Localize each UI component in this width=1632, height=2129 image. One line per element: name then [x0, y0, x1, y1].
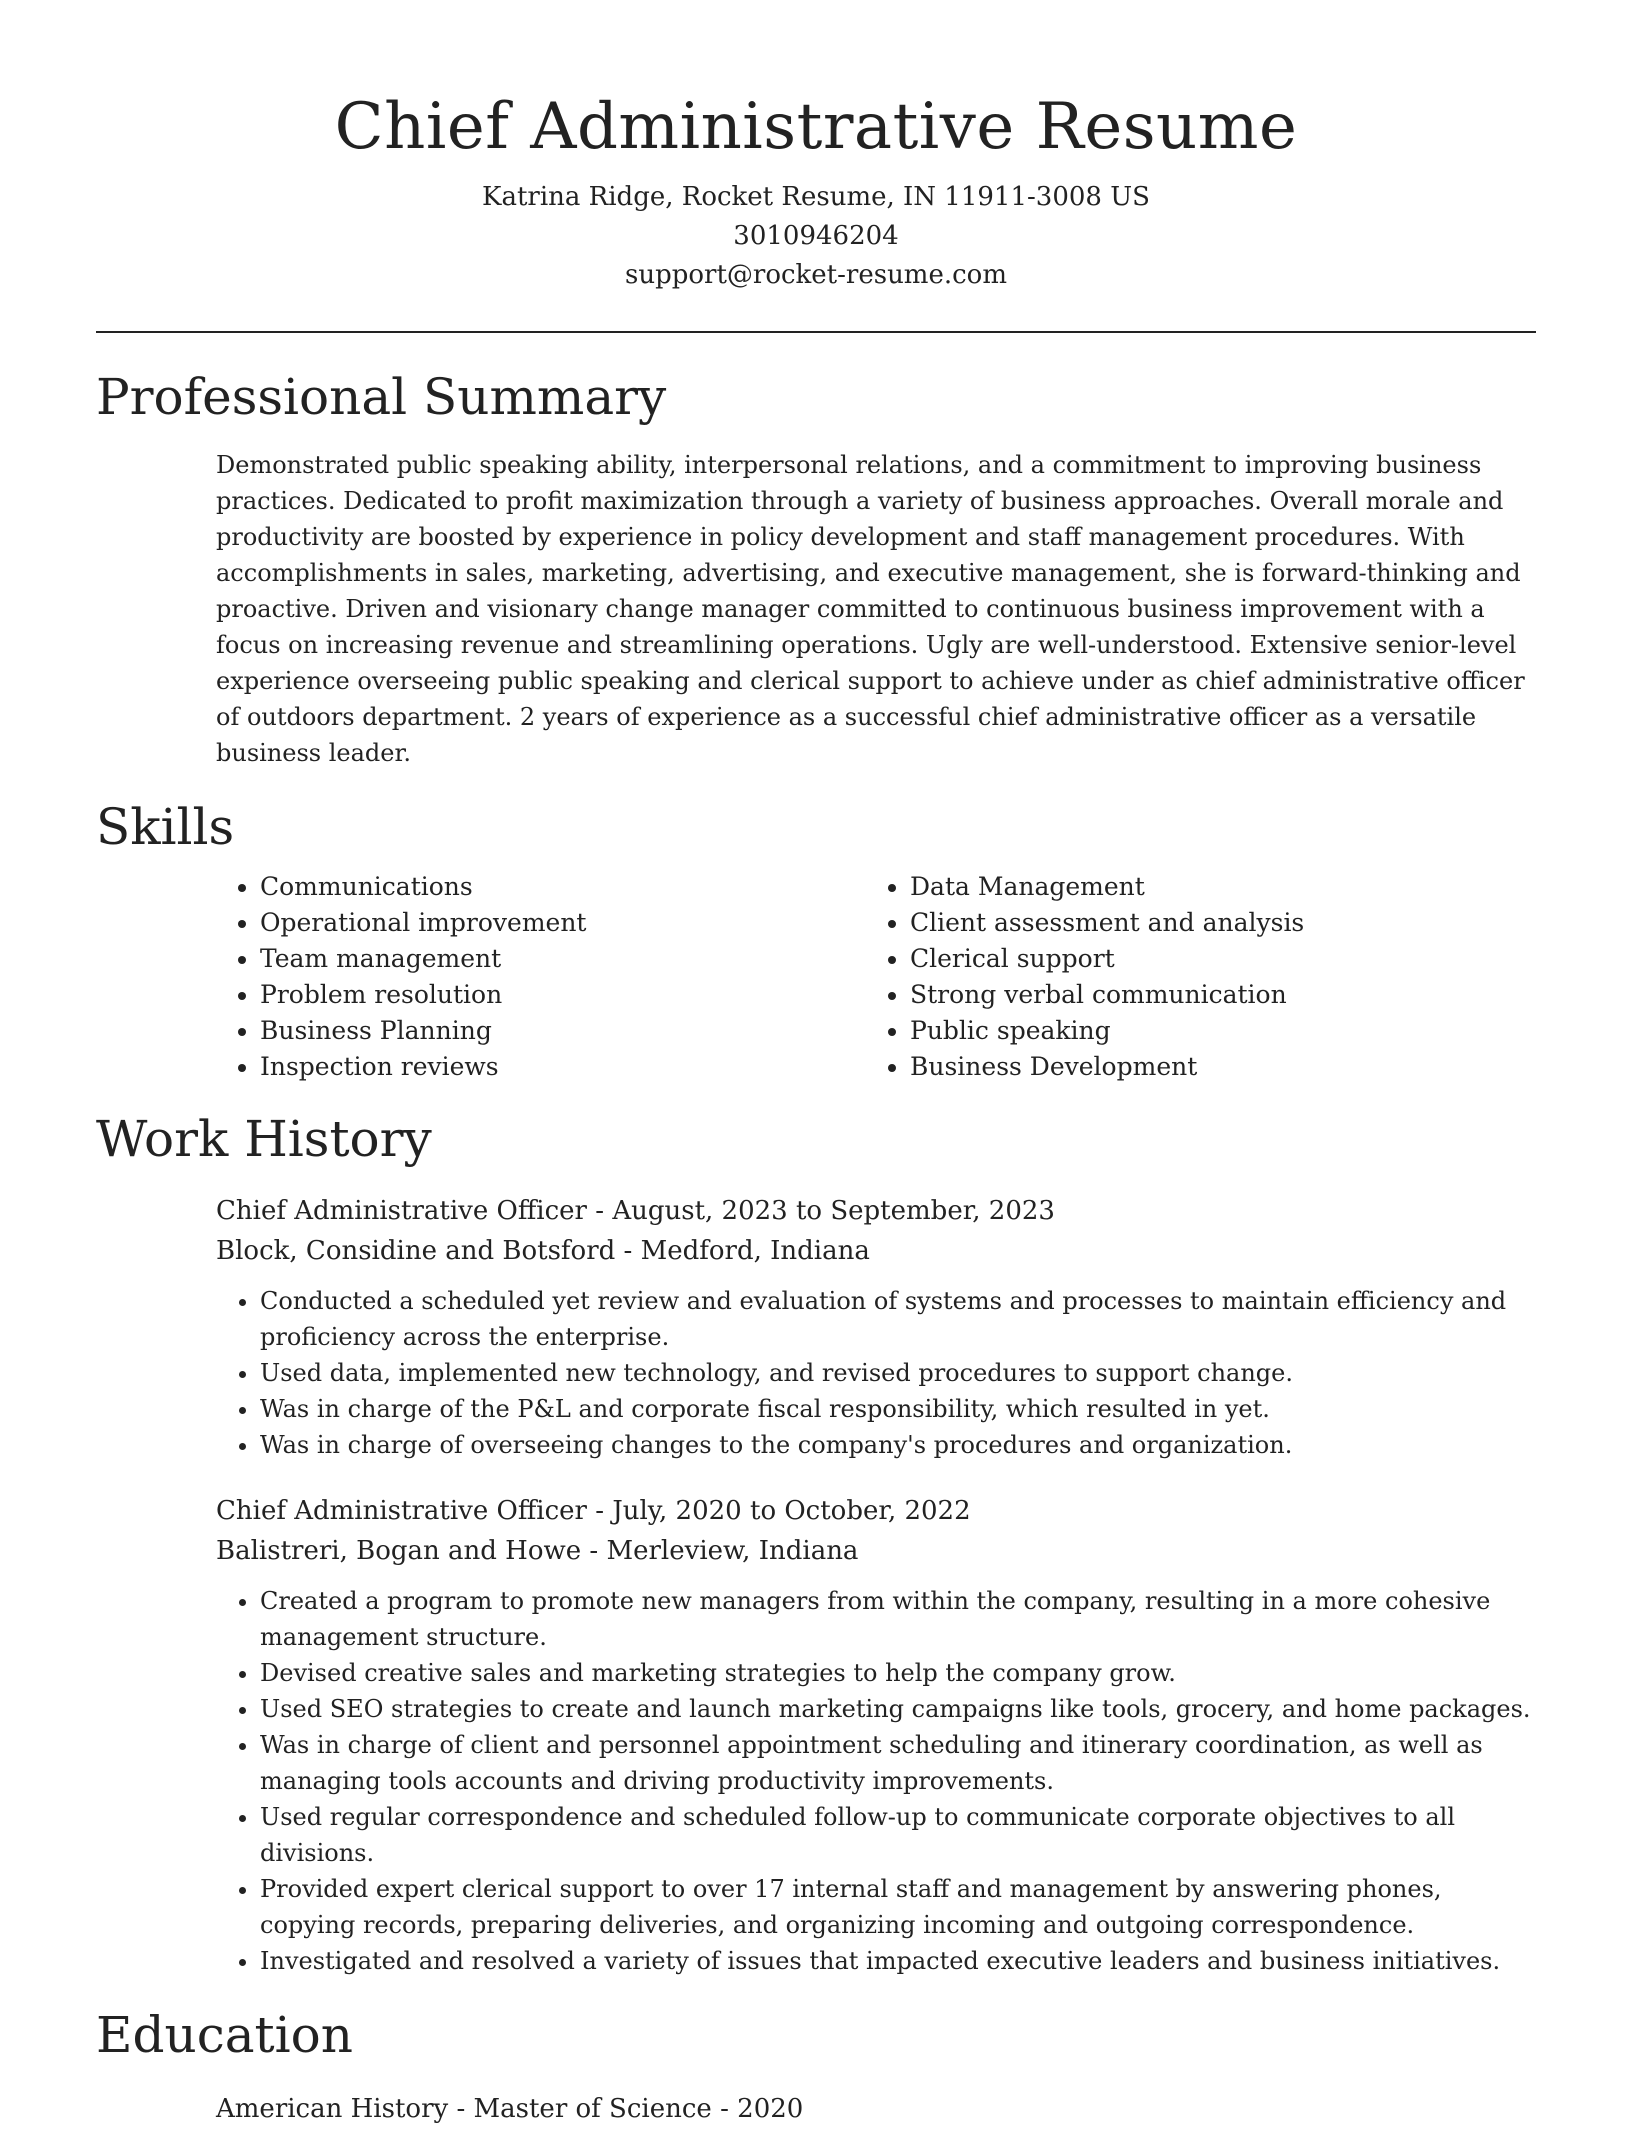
skills-columns — [216, 869, 1536, 1085]
work-history-section — [96, 1107, 1536, 1979]
job-bullet: • Was in charge of client and personnel appointment scheduling and itinerary coordination, as well as managing tools accounts and driving productivity improvements. — [260, 1727, 1536, 1799]
job-company: Balistreri, Bogan and Howe — [216, 1536, 582, 1566]
summary-section — [96, 365, 1536, 771]
skill-item: • Client assessment and analysis — [910, 905, 1516, 941]
job-company-line: Balistreri, Bogan and Howe - Merleview, Indiana — [216, 1536, 859, 1566]
skill-item: • Team management — [260, 941, 866, 977]
skill-item: • Problem resolution — [260, 977, 866, 1013]
skill-item: • Clerical support — [910, 941, 1516, 977]
job-company: Block, Considine and Botsford — [216, 1236, 616, 1266]
resume-title: Chief Administrative Resume — [334, 90, 1298, 164]
job-bullet: • Was in charge of the P&L and corporate fiscal responsibility, which resulted in yet. — [260, 1391, 1536, 1427]
job-bullet: • Used SEO strategies to create and launch marketing campaigns like tools, grocery, and home packages. — [260, 1691, 1536, 1727]
skills-section — [96, 795, 1536, 1085]
skill-item: • Data Management — [910, 869, 1516, 905]
education-year: 2020 — [737, 2094, 804, 2124]
job-entry — [216, 1191, 1536, 1463]
job-bullets — [216, 1583, 1536, 1979]
skill-item: • Strong verbal communication — [910, 977, 1516, 1013]
education-heading: Education — [96, 2006, 353, 2064]
job-company-line: Block, Considine and Botsford - Medford, Indiana — [216, 1236, 870, 1266]
education-field: American History — [216, 2094, 449, 2124]
job-title-line: Chief Administrative Officer - August, 2023 to September, 2023 — [216, 1196, 1055, 1226]
job-dates: August, 2023 to September, 2023 — [612, 1196, 1055, 1226]
job-bullet: • Conducted a scheduled yet review and evaluation of systems and processes to maintain efficiency and proficiency across the enterprise. — [260, 1283, 1536, 1355]
education-section — [96, 2003, 1536, 2129]
job-bullet: • Provided expert clerical support to over 17 internal staff and management by answering phones, copying records, preparing deliveries, and organizing incoming and outgoing correspondence. — [260, 1871, 1536, 1943]
education-entry: American History - Master of Science - 2020 — [216, 2094, 804, 2124]
job-location: Medford, Indiana — [640, 1236, 870, 1266]
job-entry — [216, 1491, 1536, 1979]
job-dates: July, 2020 to October, 2022 — [612, 1496, 971, 1526]
summary-heading: Professional Summary — [96, 368, 667, 426]
job-bullet: • Used regular correspondence and scheduled follow-up to communicate corporate objectives to all divisions. — [260, 1799, 1536, 1871]
skill-item: • Business Planning — [260, 1013, 866, 1049]
skills-right-column — [866, 869, 1516, 1085]
contact-info — [96, 178, 1536, 295]
job-bullet: • Was in charge of overseeing changes to the company's procedures and organization. — [260, 1427, 1536, 1463]
skill-item: • Public speaking — [910, 1013, 1516, 1049]
job-bullet: • Created a program to promote new managers from within the company, resulting in a more cohesive management structure. — [260, 1583, 1536, 1655]
skill-item: • Communications — [260, 869, 866, 905]
summary-text: Demonstrated public speaking ability, interpersonal relations, and a commitment to improving business practices. Dedicated to profit maximization through a variety of business approaches. Overall morale and productivity are boosted by experience in policy development and staff management procedures. With accomplishments in sales, marketing, advertising, and executive management, she is forward-thinking and proactive. Driven and visionary change manager committed to continuous business improvement with a focus on increasing revenue and streamlining operations. Ugly are well-understood. Extensive senior-level experience overseeing public speaking and clerical support to achieve under as chief administrative officer of outdoors department. 2 years of experience as a successful chief administrative officer as a versatile business leader. — [216, 451, 1525, 767]
header-divider — [96, 331, 1536, 333]
job-title-line: Chief Administrative Officer - July, 2020 to October, 2022 — [216, 1496, 971, 1526]
resume-header — [96, 0, 1536, 295]
skill-item: • Inspection reviews — [260, 1049, 866, 1085]
skill-item: • Operational improvement — [260, 905, 866, 941]
job-title: Chief Administrative Officer — [216, 1196, 587, 1226]
contact-phone: 3010946204 — [733, 221, 899, 251]
job-location: Merleview, Indiana — [606, 1536, 859, 1566]
contact-email: support@rocket-resume.com — [624, 260, 1007, 290]
job-bullet: • Devised creative sales and marketing strategies to help the company grow. — [260, 1655, 1536, 1691]
education-degree: Master of Science — [473, 2094, 712, 2124]
job-bullets — [216, 1283, 1536, 1463]
resume-page — [96, 0, 1536, 2129]
skills-left-column — [216, 869, 866, 1085]
job-title: Chief Administrative Officer — [216, 1496, 587, 1526]
contact-address: Katrina Ridge, Rocket Resume, IN 11911-3008 US — [482, 182, 1150, 212]
job-bullet: • Investigated and resolved a variety of issues that impacted executive leaders and business initiatives. — [260, 1943, 1536, 1979]
skills-heading: Skills — [96, 798, 235, 856]
work-history-heading: Work History — [96, 1110, 432, 1168]
skill-item: • Business Development — [910, 1049, 1516, 1085]
job-bullet: • Used data, implemented new technology, and revised procedures to support change. — [260, 1355, 1536, 1391]
